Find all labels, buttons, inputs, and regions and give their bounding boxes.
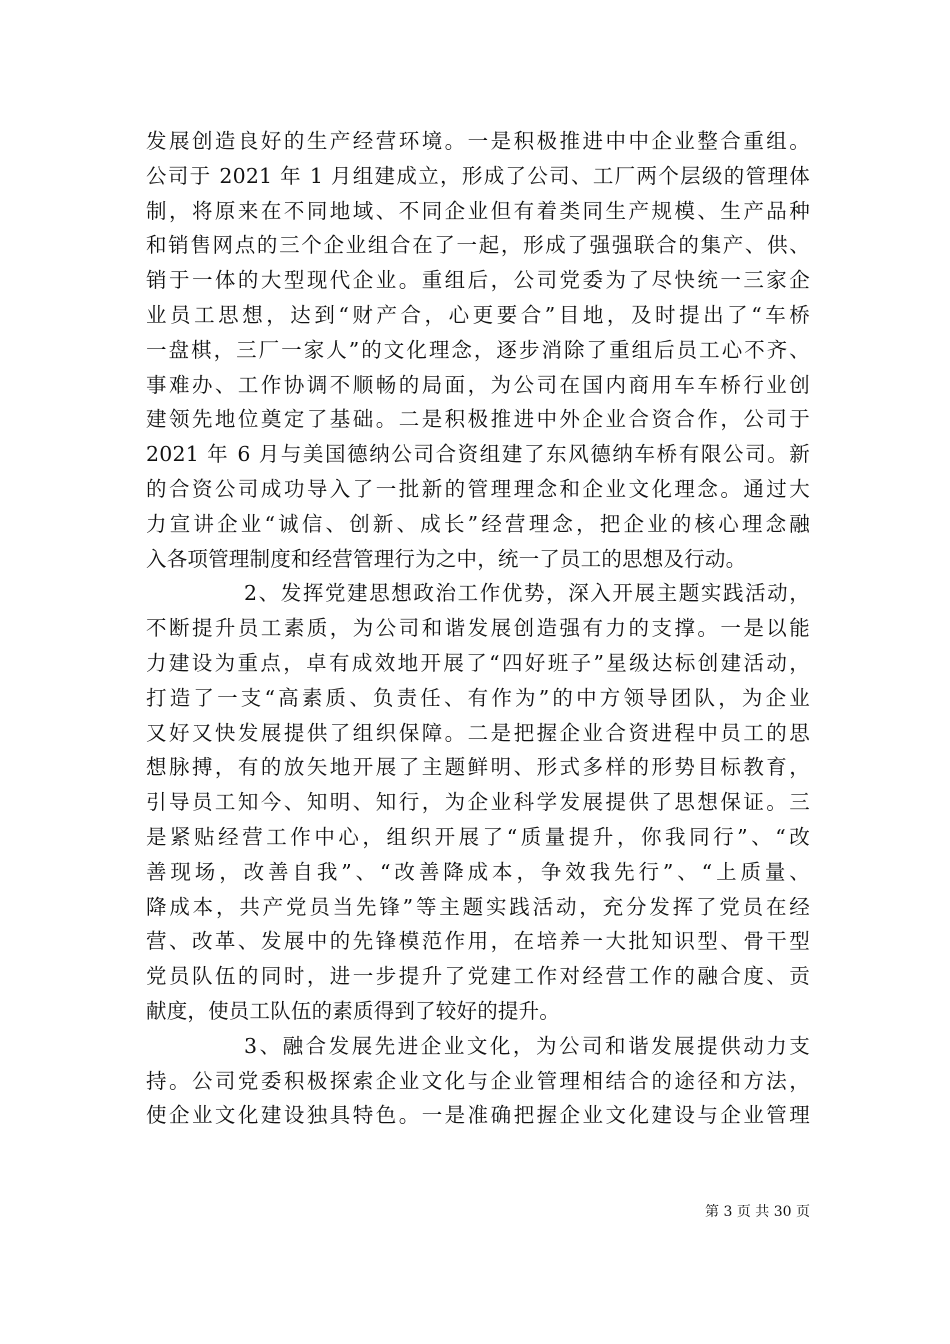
text-line: 是紧贴经营工作中心，组织开展了“质量提升，你我同行”、“改: [146, 824, 810, 849]
text-line: 善现场，改善自我”、“改善降成本，争效我先行”、“上质量、: [146, 859, 810, 884]
text-line: 建领先地位奠定了基础。二是积极推进中外企业合资合作，公司于: [146, 407, 810, 432]
text-line: 引导员工知今、知明、知行，为企业科学发展提供了思想保证。三: [146, 790, 810, 815]
text-line: 发展创造良好的生产经营环境。一是积极推进中中企业整合重组。: [146, 129, 810, 153]
text-line: 想脉搏，有的放矢地开展了主题鲜明、形式多样的形势目标教育，: [146, 755, 810, 780]
text-line: 力建设为重点，卓有成效地开展了“四好班子”星级达标创建活动，: [146, 650, 810, 675]
text-line: 持。公司党委积极探索企业文化与企业管理相结合的途径和方法，: [146, 1068, 810, 1093]
paragraph-first-line: 2、发挥党建思想政治工作优势，深入开展主题实践活动，: [244, 581, 810, 606]
text-line: 党员队伍的同时，进一步提升了党建工作对经营工作的融合度、贡: [146, 964, 810, 989]
text-line: 不断提升员工素质，为公司和谐发展创造强有力的支撑。一是以能: [146, 616, 810, 641]
text-line: 事难办、工作协调不顺畅的局面，为公司在国内商用车车桥行业创: [146, 372, 810, 397]
page-number-footer: 第 3 页 共 30 页: [705, 1204, 810, 1220]
text-line: 献度，使员工队伍的素质得到了较好的提升。: [146, 998, 560, 1023]
text-line: 和销售网点的三个企业组合在了一起，形成了强强联合的集产、供、: [146, 233, 810, 258]
text-line: 2021 年 6 月与美国德纳公司合资组建了东风德纳车桥有限公司。新: [146, 442, 810, 467]
text-line: 降成本，共产党员当先锋”等主题实践活动，充分发挥了党员在经: [146, 894, 810, 919]
text-line: 入各项管理制度和经营管理行为之中，统一了员工的思想及行动。: [146, 546, 747, 571]
text-line: 的合资公司成功导入了一批新的管理理念和企业文化理念。通过大: [146, 476, 810, 501]
text-line: 力宣讲企业“诚信、创新、成长”经营理念，把企业的核心理念融: [146, 511, 810, 536]
text-line: 公司于 2021 年 1 月组建成立，形成了公司、工厂两个层级的管理体: [146, 163, 810, 188]
text-line: 打造了一支“高素质、负责任、有作为”的中方领导团队，为企业: [146, 685, 810, 710]
text-line: 又好又快发展提供了组织保障。二是把握企业合资进程中员工的思: [146, 720, 810, 745]
body-text: [146, 124, 810, 1133]
paragraph-first-line: 3、融合发展先进企业文化，为公司和谐发展提供动力支: [244, 1033, 810, 1058]
text-line: 一盘棋，三厂一家人”的文化理念，逐步消除了重组后员工心不齐、: [146, 337, 810, 362]
text-line: 使企业文化建设独具特色。一是准确把握企业文化建设与企业管理: [146, 1103, 810, 1128]
text-line: 营、改革、发展中的先锋模范作用，在培养一大批知识型、骨干型: [146, 929, 810, 954]
text-line: 业员工思想，达到“财产合，心更要合”目地，及时提出了“车桥: [146, 302, 810, 327]
text-line: 制，将原来在不同地域、不同企业但有着类同生产规模、生产品种: [146, 198, 810, 223]
text-line: 销于一体的大型现代企业。重组后，公司党委为了尽快统一三家企: [146, 268, 810, 293]
